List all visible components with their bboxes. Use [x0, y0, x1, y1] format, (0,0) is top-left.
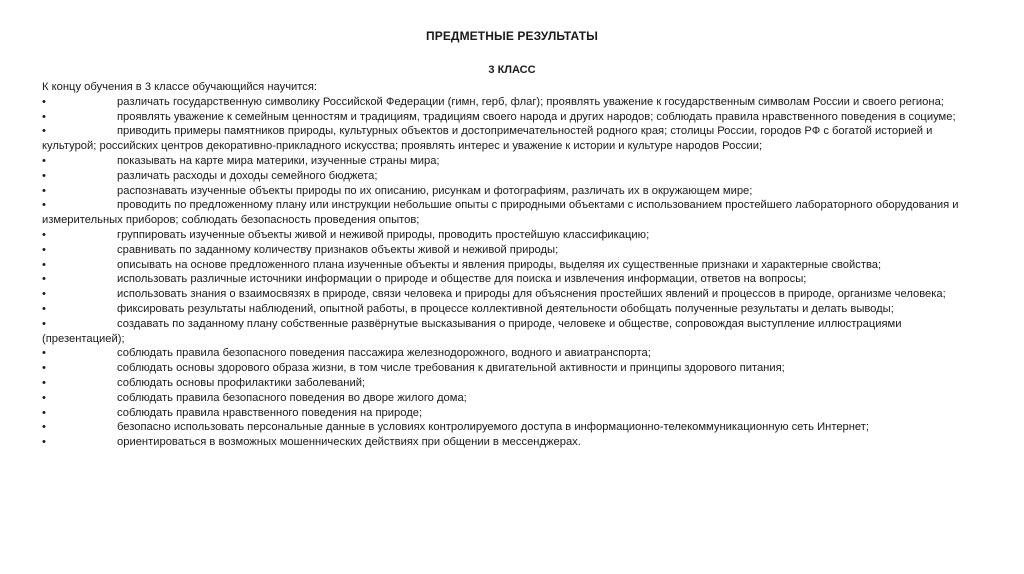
grade-subtitle: 3 КЛАСС: [488, 64, 536, 76]
bullet-icon: •: [42, 110, 46, 123]
bullet-icon: •: [42, 243, 46, 256]
bullet-icon: •: [42, 347, 46, 360]
bullet-icon: •: [42, 169, 46, 182]
list-item: [42, 258, 982, 273]
list-item-text: сравнивать по заданному количеству признаков объекты живой и неживой природы;: [117, 243, 559, 256]
list-item-text: соблюдать правила безопасного поведения пассажира железнодорожного, водного и авиатранспорта;: [117, 347, 651, 360]
bullet-icon: •: [42, 125, 46, 138]
bullet-icon: •: [42, 184, 46, 197]
list-item: [42, 154, 982, 169]
bullet-icon: •: [42, 154, 46, 167]
bullet-icon: •: [42, 95, 46, 108]
results-list: [42, 95, 982, 450]
list-item: [42, 435, 982, 450]
list-item-text: проводить по предложенному плану или инструкции небольшие опыты с природными объектами с использованием простейшего лабораторного оборудования и измерительных приборов; соблюдать безопасность проведения опытов;: [42, 199, 959, 227]
list-item-text: показывать на карте мира материки, изученные страны мира;: [117, 154, 440, 167]
list-item-text: фиксировать результаты наблюдений, опытной работы, в процессе коллективной деятельности обобщать полученные результаты и делать выводы;: [117, 302, 894, 315]
list-item: [42, 184, 982, 199]
list-item: [42, 272, 982, 287]
list-item: [42, 317, 982, 347]
intro-text: К концу обучения в 3 классе обучающийся научится:: [42, 81, 318, 93]
list-item: [42, 243, 982, 258]
list-item-text: распознавать изученные объекты природы по их описанию, рисункам и фотографиям, различать их в окружающем мире;: [117, 184, 753, 197]
list-item: [42, 95, 982, 110]
list-item-text: использовать знания о взаимосвязях в природе, связи человека и природы для объяснения простейших явлений и процессов в природе, организме человека;: [117, 288, 946, 301]
list-item: [42, 287, 982, 302]
list-item: [42, 124, 982, 154]
list-item-text: соблюдать основы профилактики заболеваний;: [117, 376, 366, 389]
list-item-text: создавать по заданному плану собственные развёрнутые высказывания о природе, человеке и обществе, сопровождая выступление иллюстрациями (презентацией);: [42, 317, 902, 345]
list-item-text: соблюдать основы здорового образа жизни, в том числе требования к двигательной активности и принципы здорового питания;: [117, 362, 785, 375]
bullet-icon: •: [42, 362, 46, 375]
list-item-text: ориентироваться в возможных мошеннических действиях при общении в мессенджерах.: [117, 436, 581, 449]
list-item-text: использовать различные источники информации о природе и обществе для поиска и извлечения информации, ответов на вопросы;: [117, 273, 807, 286]
list-item: [42, 346, 982, 361]
list-item: [42, 228, 982, 243]
bullet-icon: •: [42, 288, 46, 301]
list-item-text: проявлять уважение к семейным ценностям и традициям, традициям своего народа и других народов; соблюдать правила нравственного поведения в социуме;: [117, 110, 956, 123]
list-item: [42, 110, 982, 125]
list-item: [42, 376, 982, 391]
list-item-text: соблюдать правила безопасного поведения во дворе жилого дома;: [117, 391, 467, 404]
list-item-text: различать расходы и доходы семейного бюджета;: [117, 169, 378, 182]
list-item: [42, 361, 982, 376]
list-item: [42, 302, 982, 317]
bullet-icon: •: [42, 406, 46, 419]
bullet-icon: •: [42, 302, 46, 315]
list-item-text: описывать на основе предложенного плана изученные объекты и явления природы, выделяя их существенные признаки и характерные свойства;: [117, 258, 882, 271]
bullet-icon: •: [42, 421, 46, 434]
bullet-icon: •: [42, 317, 46, 330]
list-item: [42, 391, 982, 406]
bullet-icon: •: [42, 199, 46, 212]
bullet-icon: •: [42, 391, 46, 404]
list-item-text: безопасно использовать персональные данные в условиях контролируемого доступа в информационно-телекоммуникационную сеть Интернет;: [117, 421, 870, 434]
list-item: [42, 420, 982, 435]
document-content: [42, 80, 982, 450]
list-item-text: соблюдать правила нравственного поведения на природе;: [117, 406, 423, 419]
list-item-text: различать государственную символику Российской Федерации (гимн, герб, флаг); проявлять уважение к государственным символам России и своего региона;: [117, 95, 944, 108]
list-item: [42, 169, 982, 184]
bullet-icon: •: [42, 258, 46, 271]
list-item-text: группировать изученные объекты живой и неживой природы, проводить простейшую классификацию;: [117, 228, 650, 241]
bullet-icon: •: [42, 436, 46, 449]
list-item-text: приводить примеры памятников природы, культурных объектов и достопримечательностей родного края; столицы России, городов РФ с богатой историей и культурой; российских центров декоративно-прикладного искусства; проявлять интерес и уважение к истории и культуре народов России;: [42, 125, 933, 153]
list-item: [42, 406, 982, 421]
bullet-icon: •: [42, 273, 46, 286]
list-item: [42, 198, 982, 228]
bullet-icon: •: [42, 228, 46, 241]
bullet-icon: •: [42, 376, 46, 389]
page-title: ПРЕДМЕТНЫЕ РЕЗУЛЬТАТЫ: [426, 29, 598, 43]
